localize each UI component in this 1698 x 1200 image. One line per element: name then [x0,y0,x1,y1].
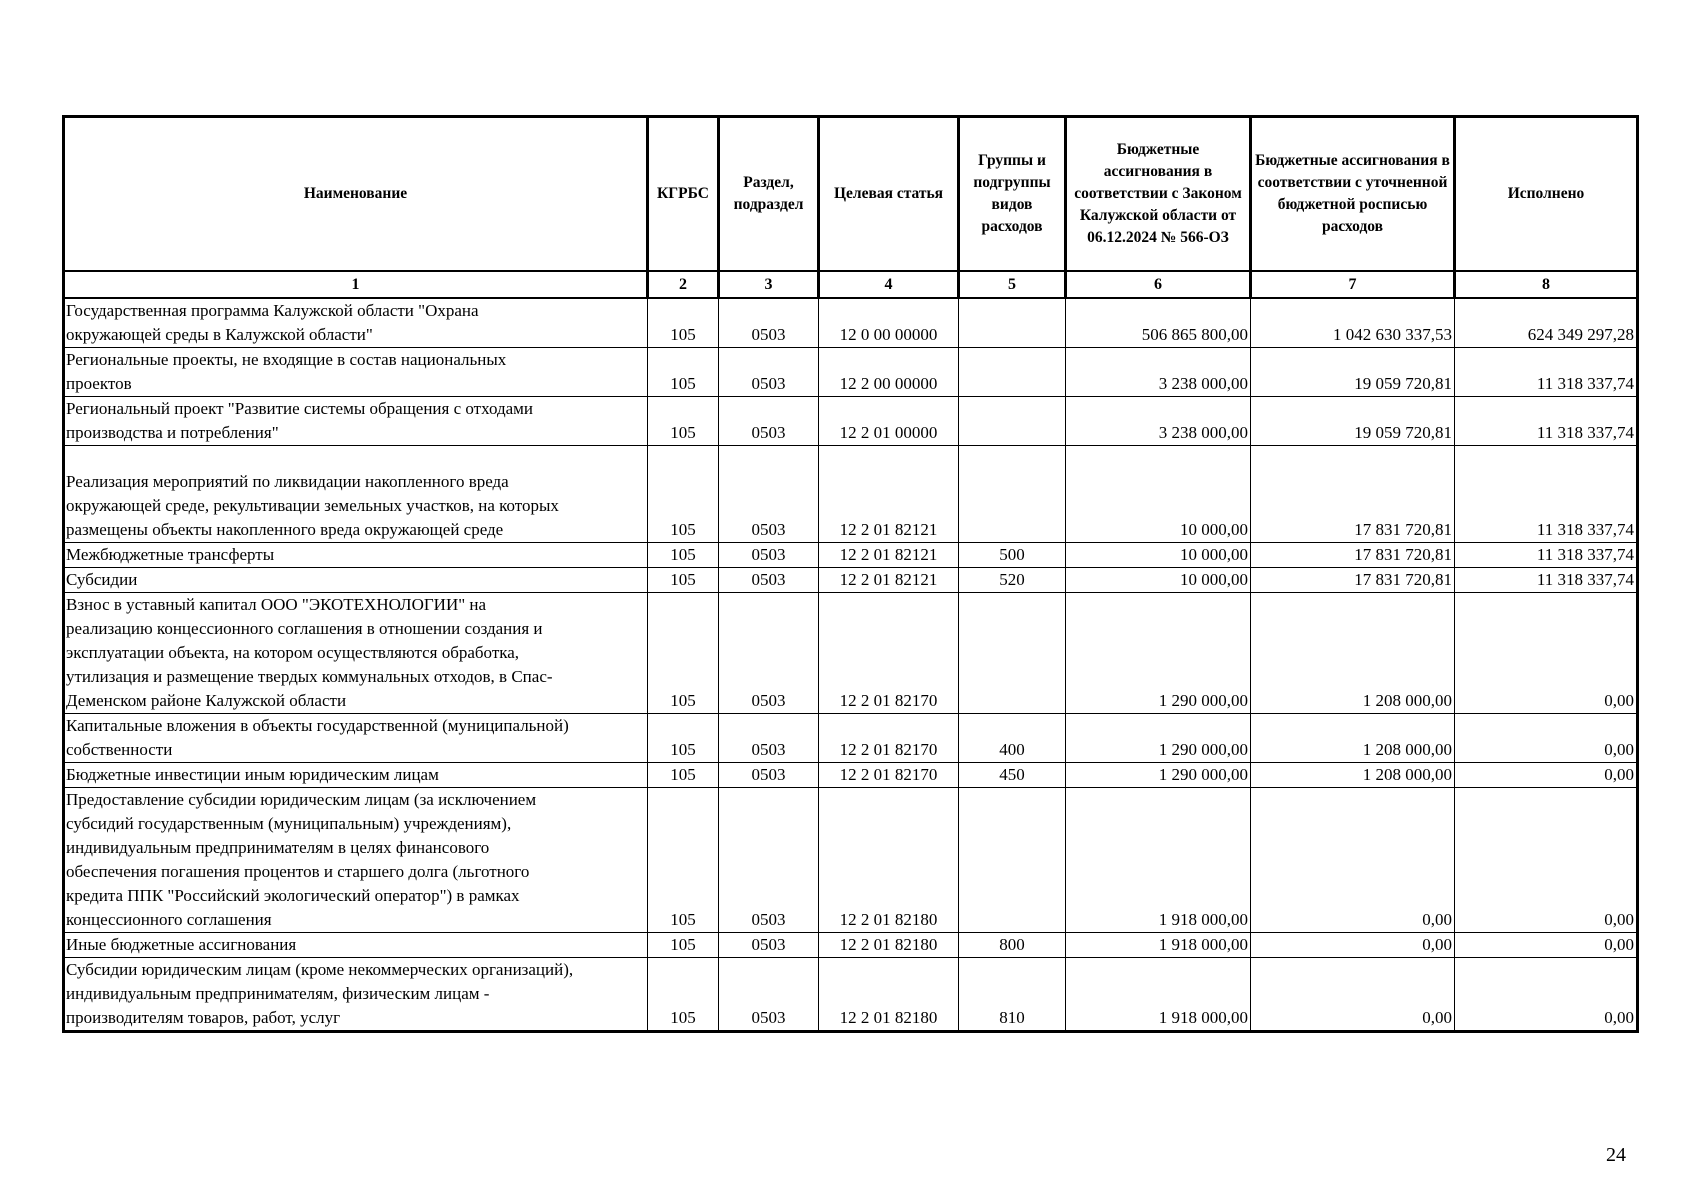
cell-ispolneno: 0,00 [1455,958,1638,1032]
cell-name-line: производства и потребления" [66,423,279,442]
cell-tselevaya-statya: 12 2 01 82121 [819,446,959,543]
cell-tselevaya-statya: 12 2 01 82180 [819,958,959,1032]
column-number-row [64,271,1638,298]
header-gruppa-rashodov: Группы и подгруппы видов расходов [959,117,1066,272]
cell-name-line: кредита ППК "Российский экологический оператор") в рамках [66,886,520,905]
cell-razdel: 0503 [719,788,819,933]
cell-rospis-allocation: 19 059 720,81 [1251,397,1455,446]
cell-law-allocation: 3 238 000,00 [1066,397,1251,446]
cell-name [64,348,648,397]
page-number: 24 [1606,1144,1626,1166]
table-row [64,763,1638,788]
cell-name-line: проектов [66,374,132,393]
column-number: 3 [719,271,819,298]
cell-name-line: утилизация и размещение твердых коммунальных отходов, в Спас- [66,667,553,686]
cell-razdel: 0503 [719,958,819,1032]
cell-kgrbs: 105 [648,788,719,933]
cell-rospis-allocation: 17 831 720,81 [1251,568,1455,593]
cell-name-line: Субсидии юридическим лицам (кроме некоммерческих организаций), [66,960,574,979]
cell-law-allocation: 1 290 000,00 [1066,593,1251,714]
cell-rospis-allocation: 17 831 720,81 [1251,446,1455,543]
table-row [64,568,1638,593]
cell-ispolneno: 0,00 [1455,714,1638,763]
cell-name [64,788,648,933]
cell-rospis-allocation: 19 059 720,81 [1251,348,1455,397]
cell-ispolneno: 0,00 [1455,763,1638,788]
cell-name-line [66,446,644,470]
cell-name-line: Реализация мероприятий по ликвидации накопленного вреда [66,472,509,491]
cell-name-line: Взнос в уставный капитал ООО "ЭКОТЕХНОЛОГИИ" на [66,595,487,614]
cell-kgrbs: 105 [648,543,719,568]
cell-law-allocation: 1 918 000,00 [1066,958,1251,1032]
cell-ispolneno: 11 318 337,74 [1455,446,1638,543]
cell-tselevaya-statya: 12 2 01 82180 [819,933,959,958]
cell-kgrbs: 105 [648,933,719,958]
table-row [64,593,1638,714]
cell-law-allocation: 506 865 800,00 [1066,298,1251,348]
cell-tselevaya-statya: 12 2 01 82170 [819,763,959,788]
cell-name-line: обеспечения погашения процентов и старшего долга (льготного [66,862,530,881]
cell-law-allocation: 3 238 000,00 [1066,348,1251,397]
cell-kgrbs: 105 [648,593,719,714]
cell-name-line: собственности [66,740,173,759]
cell-rospis-allocation: 0,00 [1251,788,1455,933]
cell-gruppa-rashodov [959,593,1066,714]
cell-rospis-allocation: 1 208 000,00 [1251,763,1455,788]
cell-name [64,543,648,568]
cell-gruppa-rashodov: 400 [959,714,1066,763]
header-kgrbs: КГРБС [648,117,719,272]
cell-gruppa-rashodov: 810 [959,958,1066,1032]
cell-name-line: размещены объекты накопленного вреда окружающей среде [66,520,504,539]
cell-name [64,958,648,1032]
cell-name [64,397,648,446]
cell-name-line: эксплуатации объекта, на котором осуществляются обработка, [66,643,520,662]
column-number: 8 [1455,271,1638,298]
cell-ispolneno: 624 349 297,28 [1455,298,1638,348]
cell-name-line: индивидуальным предпринимателям, физическим лицам - [66,984,490,1003]
cell-ispolneno: 0,00 [1455,788,1638,933]
cell-razdel: 0503 [719,348,819,397]
cell-gruppa-rashodov [959,788,1066,933]
table-row [64,298,1638,348]
cell-law-allocation: 1 290 000,00 [1066,714,1251,763]
cell-razdel: 0503 [719,568,819,593]
cell-name-line: Межбюджетные трансферты [66,545,275,564]
cell-kgrbs: 105 [648,446,719,543]
table-row [64,348,1638,397]
cell-kgrbs: 105 [648,714,719,763]
cell-kgrbs: 105 [648,298,719,348]
cell-name-line: Региональный проект "Развитие системы обращения с отходами [66,399,534,418]
cell-tselevaya-statya: 12 0 00 00000 [819,298,959,348]
cell-name-line: Деменском районе Калужской области [66,691,347,710]
header-razdel: Раздел, подраздел [719,117,819,272]
column-number: 7 [1251,271,1455,298]
cell-gruppa-rashodov [959,348,1066,397]
cell-name-line: производителям товаров, работ, услуг [66,1008,341,1027]
cell-razdel: 0503 [719,714,819,763]
column-number: 6 [1066,271,1251,298]
cell-tselevaya-statya: 12 2 01 82180 [819,788,959,933]
cell-law-allocation: 10 000,00 [1066,543,1251,568]
column-number: 1 [64,271,648,298]
cell-name-line: Субсидии [66,570,138,589]
cell-ispolneno: 11 318 337,74 [1455,397,1638,446]
cell-kgrbs: 105 [648,397,719,446]
cell-razdel: 0503 [719,933,819,958]
table-row [64,933,1638,958]
table-row [64,397,1638,446]
cell-name-line: окружающей среде, рекультивации земельных участков, на которых [66,496,559,515]
cell-ispolneno: 0,00 [1455,933,1638,958]
cell-gruppa-rashodov [959,397,1066,446]
cell-razdel: 0503 [719,593,819,714]
cell-name [64,763,648,788]
column-number: 4 [819,271,959,298]
table-body [64,298,1638,1032]
cell-gruppa-rashodov: 500 [959,543,1066,568]
cell-rospis-allocation: 1 208 000,00 [1251,593,1455,714]
cell-name-line: Государственная программа Калужской области "Охрана [66,301,479,320]
cell-rospis-allocation: 1 042 630 337,53 [1251,298,1455,348]
cell-name-line: Иные бюджетные ассигнования [66,935,297,954]
cell-law-allocation: 10 000,00 [1066,568,1251,593]
cell-gruppa-rashodov [959,446,1066,543]
table-row [64,446,1638,543]
cell-name-line: Бюджетные инвестиции иным юридическим лицам [66,765,439,784]
table-header-row [64,117,1638,272]
cell-name-line: индивидуальным предпринимателям в целях финансового [66,838,490,857]
cell-name [64,593,648,714]
cell-name [64,446,648,543]
cell-kgrbs: 105 [648,958,719,1032]
cell-rospis-allocation: 1 208 000,00 [1251,714,1455,763]
cell-razdel: 0503 [719,298,819,348]
header-tselevaya-statya: Целевая статья [819,117,959,272]
cell-name [64,568,648,593]
table-row [64,958,1638,1032]
cell-kgrbs: 105 [648,348,719,397]
cell-name [64,714,648,763]
column-number: 2 [648,271,719,298]
table-row [64,714,1638,763]
header-rospis-allocations: Бюджетные ассигнования в соответствии с уточненной бюджетной росписью расходов [1251,117,1455,272]
cell-law-allocation: 1 918 000,00 [1066,933,1251,958]
cell-law-allocation: 1 918 000,00 [1066,788,1251,933]
cell-gruppa-rashodov: 520 [959,568,1066,593]
cell-kgrbs: 105 [648,568,719,593]
cell-tselevaya-statya: 12 2 01 82121 [819,568,959,593]
cell-ispolneno: 11 318 337,74 [1455,348,1638,397]
cell-rospis-allocation: 17 831 720,81 [1251,543,1455,568]
cell-razdel: 0503 [719,446,819,543]
cell-razdel: 0503 [719,397,819,446]
cell-rospis-allocation: 0,00 [1251,958,1455,1032]
header-ispolneno: Исполнено [1455,117,1638,272]
cell-ispolneno: 11 318 337,74 [1455,543,1638,568]
cell-razdel: 0503 [719,763,819,788]
cell-tselevaya-statya: 12 2 00 00000 [819,348,959,397]
cell-name-line: Капитальные вложения в объекты государственной (муниципальной) [66,716,569,735]
cell-name [64,933,648,958]
cell-tselevaya-statya: 12 2 01 82170 [819,714,959,763]
cell-kgrbs: 105 [648,763,719,788]
cell-razdel: 0503 [719,543,819,568]
cell-gruppa-rashodov: 800 [959,933,1066,958]
cell-law-allocation: 1 290 000,00 [1066,763,1251,788]
cell-name [64,298,648,348]
cell-name-line: концессионного соглашения [66,910,272,929]
cell-gruppa-rashodov [959,298,1066,348]
column-number: 5 [959,271,1066,298]
cell-tselevaya-statya: 12 2 01 82170 [819,593,959,714]
budget-execution-table [62,115,1639,1033]
cell-tselevaya-statya: 12 2 01 82121 [819,543,959,568]
cell-ispolneno: 11 318 337,74 [1455,568,1638,593]
cell-law-allocation: 10 000,00 [1066,446,1251,543]
header-law-allocations: Бюджетные ассигнования в соответствии с Законом Калужской области от 06.12.2024 № 566-ОЗ [1066,117,1251,272]
cell-name-line: Региональные проекты, не входящие в состав национальных [66,350,507,369]
cell-name-line: окружающей среды в Калужской области" [66,325,373,344]
table-row [64,543,1638,568]
cell-tselevaya-statya: 12 2 01 00000 [819,397,959,446]
cell-name-line: субсидий государственным (муниципальным) учреждениям), [66,814,512,833]
cell-name-line: Предоставление субсидии юридическим лицам (за исключением [66,790,537,809]
cell-gruppa-rashodov: 450 [959,763,1066,788]
cell-name-line: реализацию концессионного соглашения в отношении создания и [66,619,543,638]
cell-ispolneno: 0,00 [1455,593,1638,714]
cell-rospis-allocation: 0,00 [1251,933,1455,958]
header-name: Наименование [64,117,648,272]
table-row [64,788,1638,933]
